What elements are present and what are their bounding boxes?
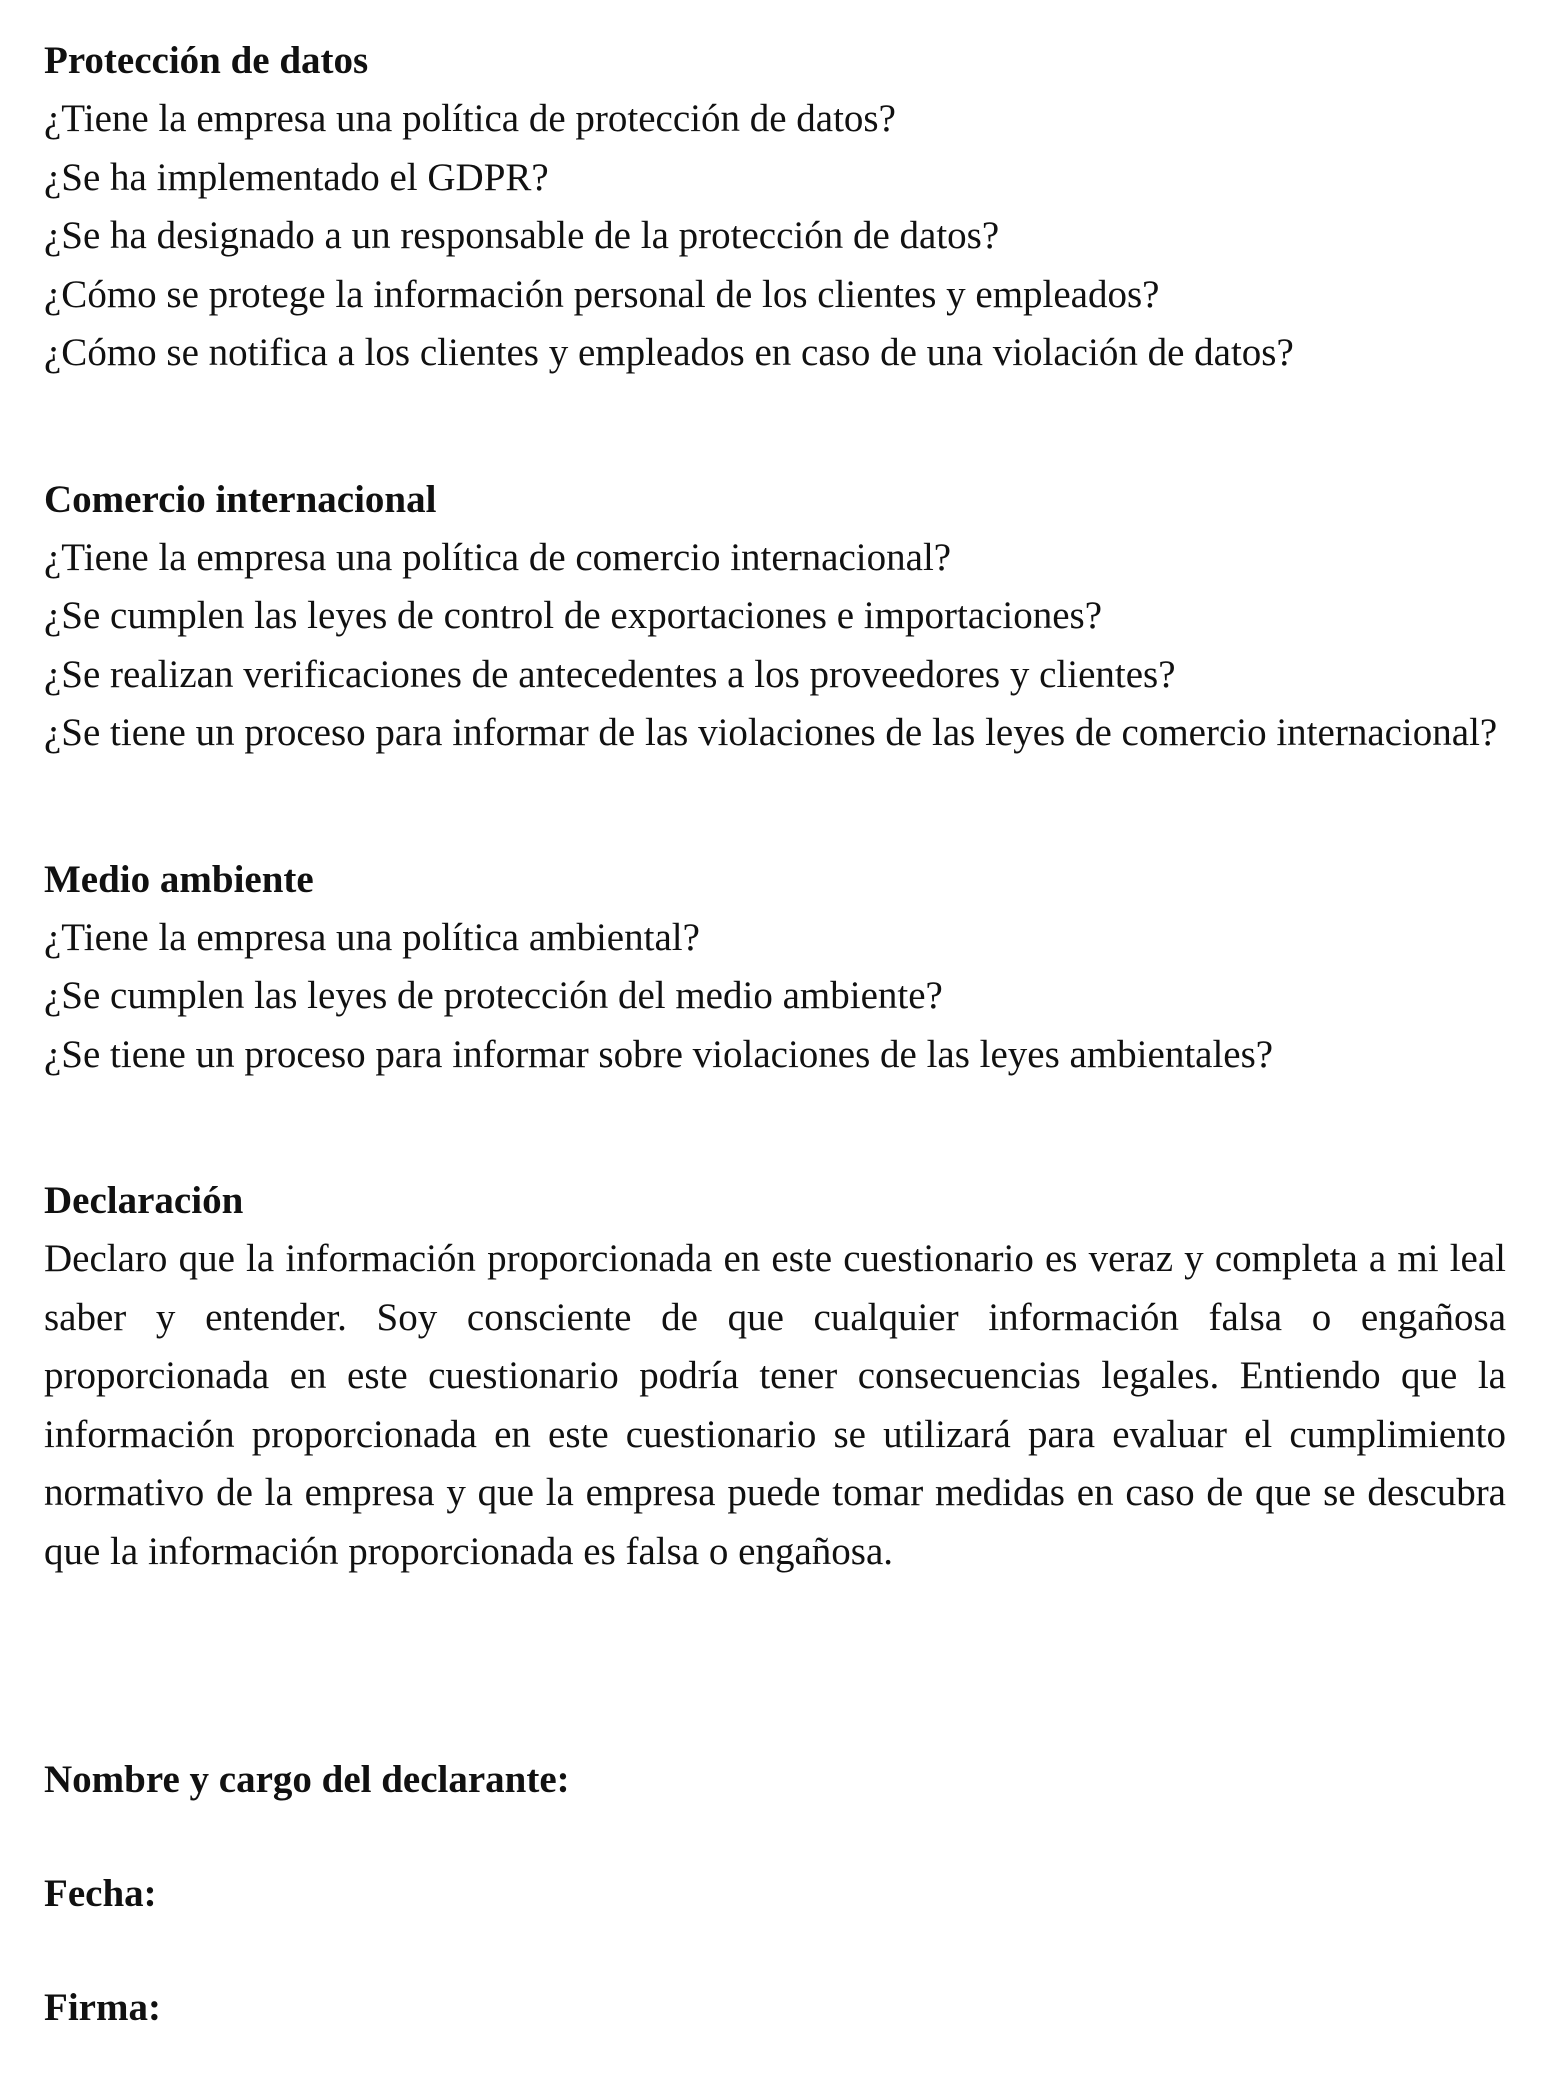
question-line: ¿Se tiene un proceso para informar de las violaciones de las leyes de comercio internacional?: [44, 711, 1498, 754]
question-line: ¿Se ha designado a un responsable de la protección de datos?: [44, 214, 1000, 257]
declarant-name-label: Nombre y cargo del declarante:: [44, 1758, 570, 1801]
question-line: ¿Se cumplen las leyes de protección del medio ambiente?: [44, 974, 943, 1017]
section-heading: Medio ambiente: [44, 857, 314, 901]
question-line: ¿Se ha implementado el GDPR?: [44, 155, 549, 199]
date-label: Fecha:: [44, 1872, 157, 1915]
section-heading: Protección de datos: [44, 39, 369, 82]
question-line: ¿Se realizan verificaciones de antecedentes a los proveedores y clientes?: [44, 652, 1176, 696]
question-line: ¿Se cumplen las leyes de control de exportaciones e importaciones?: [44, 594, 1103, 637]
document-page: [44, 32, 1506, 2037]
section-heading: Comercio internacional: [44, 477, 437, 521]
signature-block: [44, 1751, 1506, 2037]
section-data-protection: [44, 32, 1506, 383]
section-international-trade: [44, 471, 1506, 763]
declaration-heading: Declaración: [44, 1179, 244, 1222]
declaration-text: Declaro que la información proporcionada en este cuestionario es veraz y completa a mi leal saber y entender. Soy consciente de que cualquier información falsa o engañosa proporcionada en este cuestionario podría tener consecuencias legales. Entiendo que la información proporcionada en este cuestionario se utilizará para evaluar el cumplimiento normativo de la empresa y que la empresa puede tomar medidas en caso de que se descubra que la información proporcionada es falsa o engañosa.: [44, 1237, 1506, 1573]
question-line: ¿Cómo se protege la información personal de los clientes y empleados?: [44, 272, 1160, 316]
question-line: ¿Se tiene un proceso para informar sobre violaciones de las leyes ambientales?: [44, 1032, 1274, 1076]
signature-label: Firma:: [44, 1986, 161, 2029]
question-line: ¿Tiene la empresa una política de comercio internacional?: [44, 535, 952, 579]
question-line: ¿Tiene la empresa una política ambiental?: [44, 915, 700, 959]
section-environment: [44, 851, 1506, 1085]
question-line: ¿Tiene la empresa una política de protección de datos?: [44, 97, 896, 140]
question-line: ¿Cómo se notifica a los clientes y empleados en caso de una violación de datos?: [44, 331, 1294, 374]
section-declaration: [44, 1172, 1506, 1581]
